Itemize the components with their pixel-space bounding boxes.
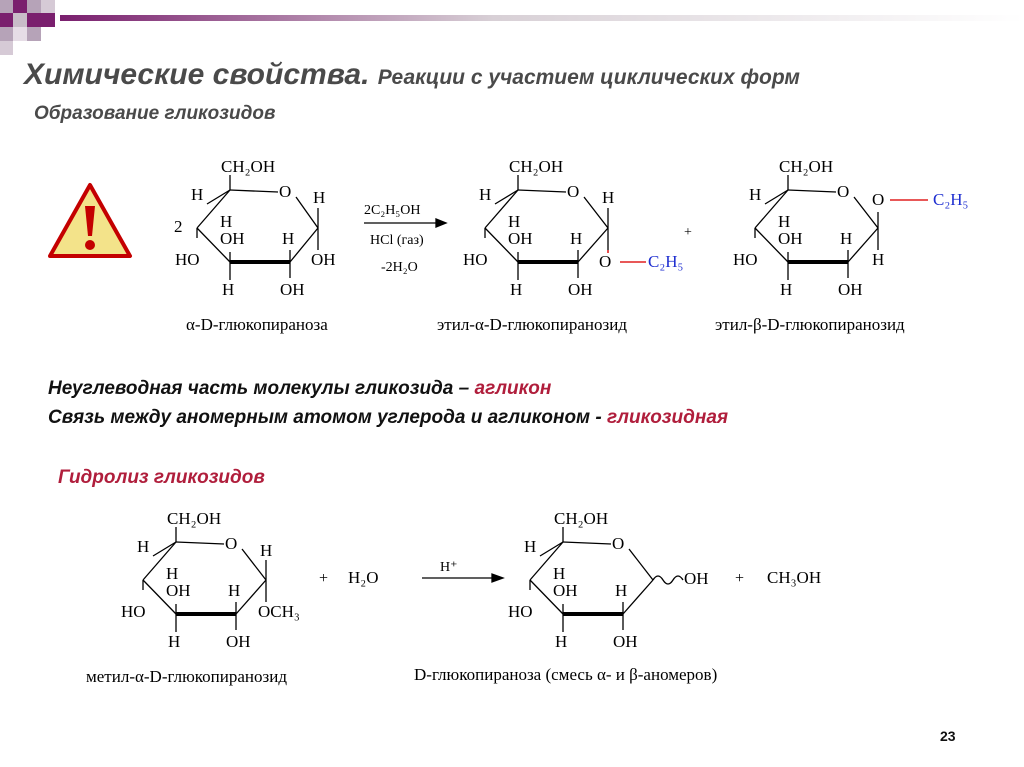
- ethyl-beta-glucopyranoside-ring: [755, 175, 878, 280]
- h-label: H: [282, 229, 295, 248]
- plus-sign: +: [319, 570, 329, 587]
- definition-aglycone-text: Неуглеводная часть молекулы гликозида –: [48, 378, 475, 399]
- oh-label: OH: [684, 569, 709, 588]
- plus-sign: +: [684, 225, 692, 240]
- ch2oh-label: CH₂OH: [554, 509, 609, 528]
- ho-label: HO: [463, 250, 488, 269]
- caption-ethyl-alpha: этил-α-D-глюкопиранозид: [437, 315, 627, 334]
- title-sub: Реакции с участием циклических форм: [377, 66, 800, 89]
- ethyl-alpha-glucopyranoside-ring: [485, 175, 608, 280]
- h-label: H: [570, 229, 583, 248]
- section-glycoside-formation: Образование гликозидов: [34, 103, 276, 124]
- reagent-ethanol: 2C₂H₅OH: [364, 203, 421, 218]
- caption-d-glucopyranose: D-глюкопираноза (смесь α- и β-аномеров): [414, 665, 718, 684]
- oh-label: OH: [838, 280, 863, 299]
- h-label: H: [137, 537, 150, 556]
- h-label: H: [222, 280, 235, 299]
- caption-alpha-glucopyranose: α-D-глюкопираноза: [186, 315, 328, 334]
- h-label: H: [602, 188, 615, 207]
- ring-oxygen-label: O: [612, 534, 625, 553]
- ethyl-group-label: C₂H₅: [933, 190, 969, 209]
- h-label: H: [778, 212, 791, 231]
- h-label: H: [840, 229, 853, 248]
- oh-label: OH: [220, 229, 245, 248]
- methoxy-label: OCH₃: [258, 602, 300, 621]
- ch2oh-label: CH₂OH: [167, 509, 222, 528]
- term-glycosidic: гликозидная: [607, 407, 729, 428]
- oh-label: OH: [778, 229, 803, 248]
- section-hydrolysis: Гидролиз гликозидов: [58, 467, 265, 488]
- water-label: H₂O: [348, 568, 379, 587]
- ring-oxygen-label: O: [872, 190, 885, 209]
- ho-label: HO: [175, 250, 200, 269]
- plus-sign: +: [735, 570, 745, 587]
- wavy-bond: [653, 576, 683, 584]
- caption-ethyl-beta: этил-β-D-глюкопиранозид: [715, 315, 905, 334]
- h-label: H: [872, 250, 885, 269]
- h-label: H: [191, 185, 204, 204]
- ethyl-group-label: C₂H₅: [648, 252, 684, 271]
- definition-aglycone: [48, 378, 551, 400]
- h-label: H: [615, 581, 628, 600]
- oh-label: OH: [613, 632, 638, 651]
- h-label: H: [228, 581, 241, 600]
- ring-oxygen-label: O: [279, 182, 292, 201]
- ho-label: HO: [733, 250, 758, 269]
- oh-label: OH: [226, 632, 251, 651]
- h-label: H: [780, 280, 793, 299]
- title-main: Химические свойства.: [24, 58, 370, 91]
- methyl-alpha-glucopyranoside-ring: [143, 527, 266, 632]
- h-label: H: [555, 632, 568, 651]
- ring-oxygen-label: O: [837, 182, 850, 201]
- definition-glycosidic-bond: [48, 407, 728, 429]
- ring-oxygen-label: O: [225, 534, 238, 553]
- coefficient-label: 2: [174, 217, 183, 236]
- oh-label: OH: [508, 229, 533, 248]
- methanol-label: CH₃OH: [767, 568, 822, 587]
- h-label: H: [749, 185, 762, 204]
- oh-label: OH: [166, 581, 191, 600]
- catalyst-label: H⁺: [440, 560, 458, 575]
- h-label: H: [260, 541, 273, 560]
- h-label: H: [166, 564, 179, 583]
- reaction-arrow: [364, 219, 446, 227]
- oh-label: OH: [311, 250, 336, 269]
- ring-oxygen-label: O: [599, 252, 612, 271]
- ch2oh-label: CH₂OH: [221, 157, 276, 176]
- term-aglycone: агликон: [474, 378, 552, 399]
- definition-bond-text: Связь между аномерным атомом углерода и агликоном -: [48, 407, 607, 428]
- ch2oh-label: CH₂OH: [779, 157, 834, 176]
- h-label: H: [168, 632, 181, 651]
- hydrolysis-arrow: [422, 574, 503, 582]
- h-label: H: [220, 212, 233, 231]
- h-label: H: [524, 537, 537, 556]
- ho-label: HO: [121, 602, 146, 621]
- h-label: H: [313, 188, 326, 207]
- ring-oxygen-label: O: [567, 182, 580, 201]
- oh-label: OH: [553, 581, 578, 600]
- ho-label: HO: [508, 602, 533, 621]
- reagent-hcl: HCl (газ): [370, 233, 424, 248]
- reagent-water: -2H₂O: [381, 260, 418, 275]
- ch2oh-label: CH₂OH: [509, 157, 564, 176]
- page-number: 23: [940, 728, 956, 744]
- oh-label: OH: [568, 280, 593, 299]
- h-label: H: [479, 185, 492, 204]
- oh-label: OH: [280, 280, 305, 299]
- h-label: H: [553, 564, 566, 583]
- h-label: H: [510, 280, 523, 299]
- alpha-glucopyranose-ring: [197, 175, 318, 280]
- caption-methyl-alpha: метил-α-D-глюкопиранозид: [86, 667, 287, 686]
- h-label: H: [508, 212, 521, 231]
